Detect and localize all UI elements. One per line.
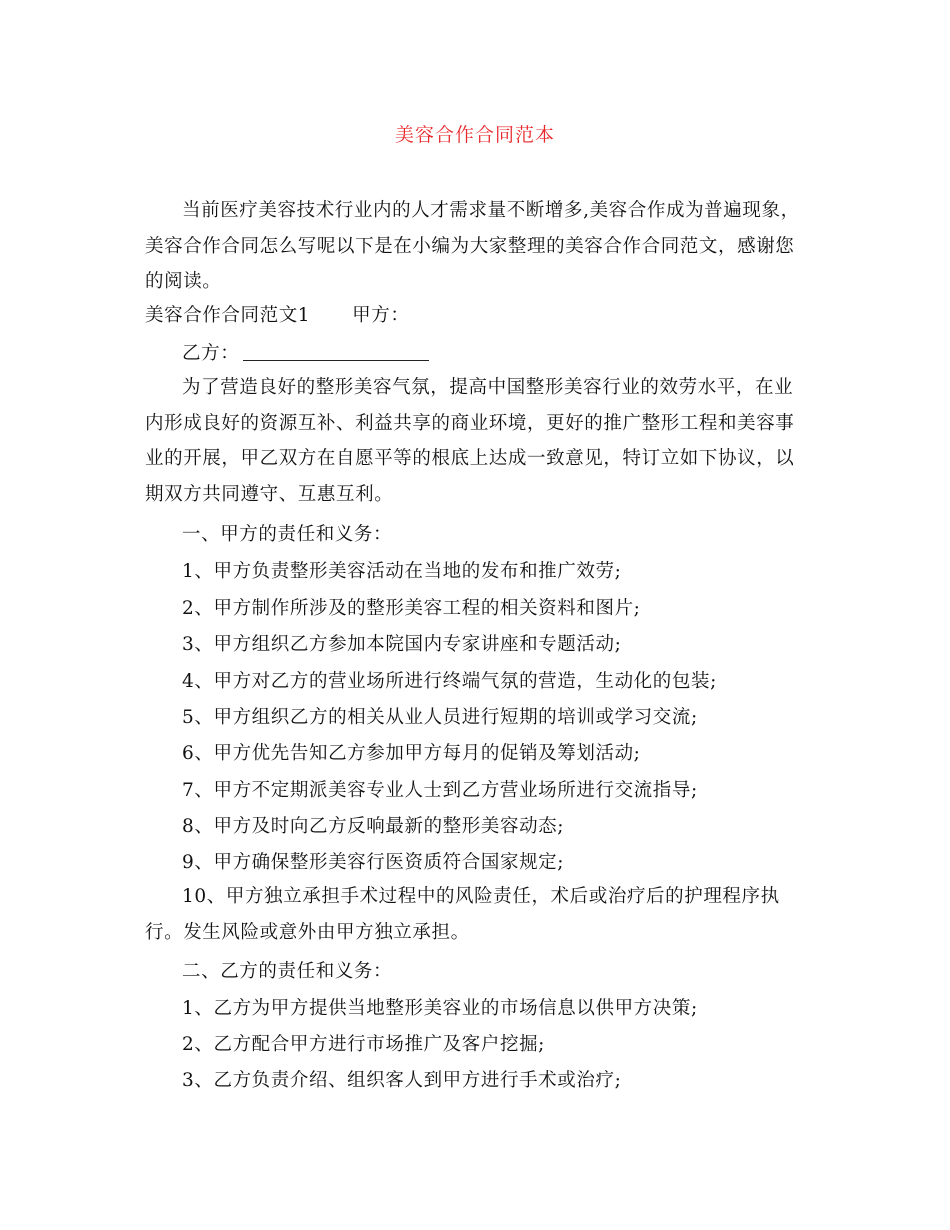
section1-item: 9、甲方确保整形美容行医资质符合国家规定; [182,852,565,873]
section2-item: 1、乙方为甲方提供当地整形美容业的市场信息以供甲方决策; [182,998,698,1019]
party-b-label: 乙方： [182,343,240,364]
party-a-label: 甲方： [352,305,410,326]
party-b-blank [243,342,429,361]
intro-paragraph: 当前医疗美容技术行业内的人才需求量不断增多,美容合作成为普遍现象，美容合作合同怎么写呢以下是在小编为大家整理的美容合作合同范文，感谢您的阅读。 [145,200,800,292]
section1-item: 4、甲方对乙方的营业场所进行终端气氛的营造，生动化的包装; [182,671,717,692]
section1-item: 6、甲方优先告知乙方参加甲方每月的促销及筹划活动; [182,743,641,764]
section1-item: 7、甲方不定期派美容专业人士到乙方营业场所进行交流指导; [182,780,698,801]
section1-item: 5、甲方组织乙方的相关从业人员进行短期的培训或学习交流; [182,707,698,728]
contract-heading: 美容合作合同范文1 [145,305,311,326]
section1-item-10: 10、甲方独立承担手术过程中的风险责任，术后或治疗后的护理程序执行。发生风险或意外由甲方独立承担。 [145,886,780,943]
document-title: 美容合作合同范本 [394,124,555,146]
section1-item: 8、甲方及时向乙方反响最新的整形美容动态; [182,816,565,837]
section1-item: 1、甲方负责整形美容活动在当地的发布和推广效劳; [182,561,622,582]
section2-item: 3、乙方负责介绍、组织客人到甲方进行手术或治疗; [182,1070,622,1091]
contract-heading-line [145,303,810,329]
section1-item: 3、甲方组织乙方参加本院国内专家讲座和专题活动; [182,634,622,655]
section2-item: 2、乙方配合甲方进行市场推广及客户挖掘; [182,1034,546,1055]
party-b-line [182,341,810,367]
purpose-paragraph: 为了营造良好的整形美容气氛，提高中国整形美容行业的效劳水平，在业内形成良好的资源互补、利益共享的商业环境，更好的推广整形工程和美容事业的开展，甲乙双方在自愿平等的根底上达成一致意见，特订立如下协议，以期双方共同遵守、互惠互利。 [145,377,795,505]
section1-title: 一、甲方的责任和义务： [182,524,393,545]
section2-title: 二、乙方的责任和义务： [182,961,393,982]
section1-item: 2、甲方制作所涉及的整形美容工程的相关资料和图片; [182,598,641,619]
